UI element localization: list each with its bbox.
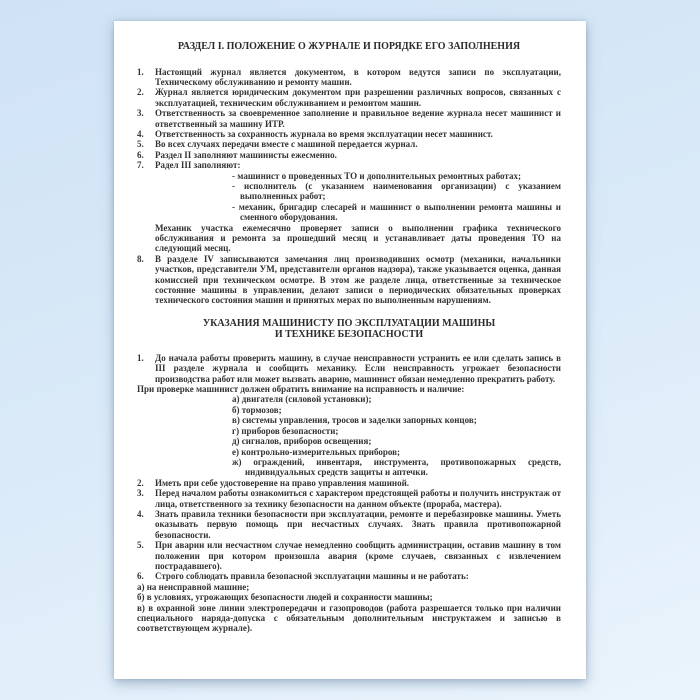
item-text: В разделе IV записываются замечания лиц производивших осмотр (механики, начальники участков, представители УМ, представители органов надзора), также указывается оценка, данная комиссией при техническом осмотре. В этом же разделе лица, ответственные за техническое состояние машины в управлении, делают записи о периодических обязательных проверках технического состояния машин и принятых мерах по выполненным нарушениям. [155, 253, 561, 306]
section1-item-4 [137, 129, 561, 139]
check-item-a: а) двигателя (силовой установки); [232, 394, 372, 405]
item-number: 4. [137, 128, 144, 139]
item-number: 4. [137, 508, 144, 519]
item-number: 1. [137, 66, 144, 77]
section1-item7-sub-3: - механик, бригадир слесарей и машинист о выполнении ремонта машины и сменного оборудования. [232, 201, 561, 223]
item-text: Раздел II заполняют машинисты ежесменно. [155, 149, 337, 160]
item-text: Настоящий журнал является документом, в котором ведутся записи по эксплуатации, Техническому обслуживанию и ремонту машин. [155, 66, 561, 87]
item-number: 2. [137, 477, 144, 488]
section1-item7-sub-1: - машинист о проведенных ТО и дополнительных ремонтных работах; [232, 170, 521, 181]
item-text: Иметь при себе удостоверение на право управления машиной. [155, 477, 410, 488]
section2-item-2 [137, 478, 561, 488]
section1-item-7 [137, 160, 561, 170]
item-number: 2. [137, 87, 144, 98]
item-text: Журнал является юридическим документом при разрешении различных вопросов, связанных с эксплуатацией, техническим обслуживанием и ремонтом машин. [155, 87, 561, 108]
item-number: 8. [137, 253, 144, 264]
check-item-zh: ж) ограждений, инвентаря, инструмента, противопожарных средств, индивидуальных средств защиты и аптечки. [232, 456, 561, 478]
section1-item-1 [137, 67, 561, 88]
item-text: Перед началом работы ознакомиться с характером предстоящей работы и получить инструктаж от лица, ответственного за технику безопасности на данном объекте (прораба, мастера). [155, 488, 561, 509]
prohibited-item-a: а) на неисправной машине; [137, 581, 250, 592]
section1-item-3 [137, 108, 561, 129]
item-text: Знать правила техники безопасности при эксплуатации, ремонте и перебазировке машины. Уметь оказывать первую помощь при несчастных случаях. Знать правила противопожарной безопасности. [155, 508, 561, 540]
section2-title [137, 318, 561, 341]
check-item-v: в) системы управления, тросов и заделки запорных концов; [232, 415, 477, 426]
check-item-d: д) сигналов, приборов освещения; [232, 436, 372, 447]
check-item-e: е) контрольно-измерительных приборов; [232, 446, 400, 457]
item-text: Радел III заполняют: [155, 160, 241, 171]
section1-title: РАЗДЕЛ I. ПОЛОЖЕНИЕ О ЖУРНАЛЕ И ПОРЯДКЕ ЕГО ЗАПОЛНЕНИЯ [177, 41, 521, 52]
section1-item-5 [137, 139, 561, 149]
item-number: 5. [137, 139, 144, 150]
section2-item-1 [137, 353, 561, 384]
document-page [114, 21, 586, 679]
item-text: Строго соблюдать правила безопасной эксплуатации машины и не работать: [155, 571, 469, 582]
item-number: 6. [137, 149, 144, 160]
item-text: При аварии или несчастном случае немедленно сообщить администрации, оставив машину в том положении при котором произошла авария (кроме случаев, связанных с извлечением пострадавшего). [155, 540, 561, 571]
item-text: Во всех случаях передачи вместе с машиной передается журнал. [155, 139, 418, 150]
prohibited-item-v: в) в охранной зоне линии электропередачи и газопроводов (работа разрешается только при наличии специального наряда-допуска с обязательным дополнительным инструктажем и записью в соответствующем журнале). [137, 602, 561, 634]
section2-item-5 [137, 540, 561, 571]
prohibited-item-b: б) в условиях, угрожающих безопасности людей и сохранности машины; [137, 592, 433, 603]
item-number: 6. [137, 571, 144, 582]
section2-item-3 [137, 488, 561, 509]
item-text: Ответственность за своевременное заполнение и правильное ведение журнала несет машинист и ответственный за машину ИТР. [155, 108, 561, 129]
section1-item-2 [137, 87, 561, 108]
section1-item7-sub-2: - исполнитель (с указанием наименования организации) с указанием выполненных работ; [232, 180, 561, 202]
section2-item-6 [137, 571, 561, 581]
item-text: Ответственность за сохранность журнала во время эксплуатации несет машинист. [155, 128, 493, 139]
section2-title-line1: УКАЗАНИЯ МАШИНИСТУ ПО ЭКСПЛУАТАЦИИ МАШИНЫ [202, 317, 496, 329]
section1-item-8 [137, 254, 561, 306]
item-number: 3. [137, 108, 144, 119]
item-number: 5. [137, 540, 144, 551]
section1-item-6 [137, 150, 561, 160]
mechanic-paragraph: Механик участка ежемесячно проверяет записи о выполнении графика технического обслуживания и ремонта за прошедший месяц и устанавливает даты проведения ТО на следующий месяц. [155, 222, 561, 254]
item-number: 7. [137, 160, 144, 171]
section2-item-4 [137, 509, 561, 540]
section2-title-line2: И ТЕХНИКЕ БЕЗОПАСНОСТИ [274, 329, 424, 341]
item-number: 1. [137, 352, 144, 363]
check-item-b: б) тормозов; [232, 404, 282, 415]
item-text: До начала работы проверить машину, в случае неисправности устранить ее или сделать запись в III разделе журнала и сообщить механику. Если неисправность угрожает безопасности производства работ или может вызвать аварию, машинист обязан немедленно прекратить работу. [155, 352, 561, 384]
check-item-g: г) приборов безопасности; [232, 425, 339, 436]
check-intro-paragraph: При проверке машинист должен обратить внимание на исправность и наличие: [137, 384, 465, 395]
item-number: 3. [137, 488, 144, 499]
